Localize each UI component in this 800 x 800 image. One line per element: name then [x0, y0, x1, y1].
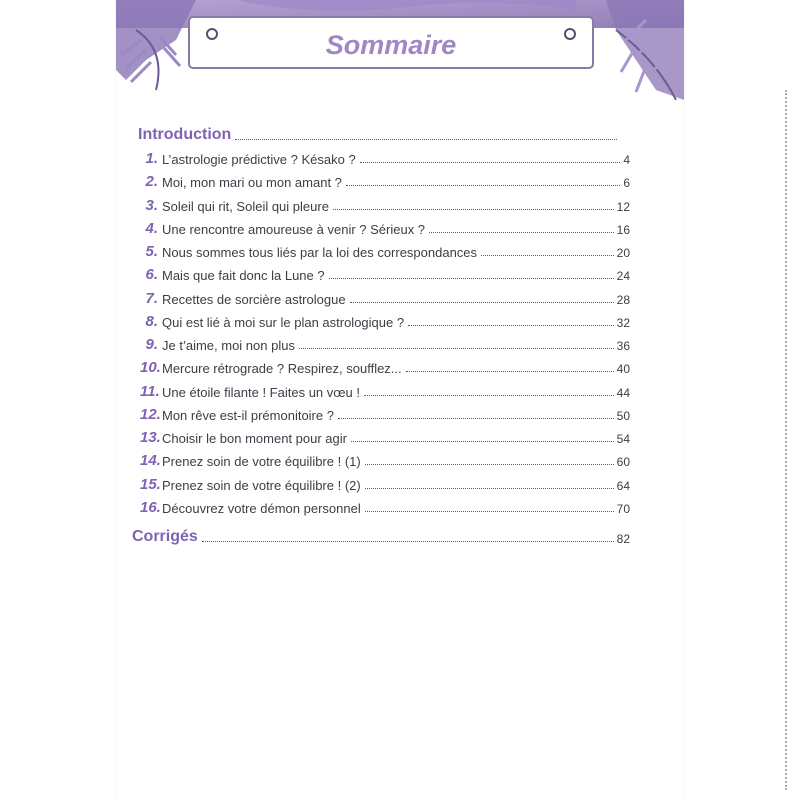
chapter-number: 7.: [145, 289, 158, 307]
chapter-number: 9.: [145, 336, 158, 353]
toc-chapter[interactable]: [140, 290, 630, 307]
leader-dots: [360, 161, 621, 163]
chapter-number: 11.: [140, 382, 160, 400]
page-number: 40: [616, 362, 630, 377]
leader-dots: [350, 301, 614, 303]
chapter-title: Soleil qui rit, Soleil qui pleure: [162, 198, 329, 214]
toc-chapter[interactable]: [140, 336, 630, 353]
page-number: 60: [616, 455, 630, 470]
page-number: 50: [616, 408, 630, 423]
chapter-title: Une rencontre amoureuse à venir ? Sérieux ?: [162, 221, 426, 237]
leader-dots: [365, 463, 614, 465]
toc-corriges[interactable]: [132, 528, 630, 546]
chapter-number: 1.: [145, 150, 158, 167]
chapter-title: Mais que fait donc la Lune ?: [162, 268, 325, 284]
leader-dots: [202, 540, 614, 542]
leader-dots: [429, 231, 614, 233]
chapter-title: Moi, mon mari ou mon amant ?: [162, 175, 342, 191]
leader-dots: [351, 440, 614, 442]
toc-chapter[interactable]: [140, 313, 630, 330]
page-number: 12: [616, 199, 630, 214]
section-label: Corrigés: [132, 528, 198, 545]
chapter-title: Mercure rétrograde ? Respirez, soufflez...: [162, 361, 402, 377]
page-number: 44: [616, 385, 630, 400]
leader-dots: [329, 277, 614, 279]
section-label: Introduction: [138, 126, 232, 143]
leader-dots: [481, 254, 614, 256]
leader-dots: [365, 510, 614, 512]
chapter-title: Qui est lié à moi sur le plan astrologique ?: [162, 314, 405, 330]
chapter-title: Prenez soin de votre équilibre ! (1): [162, 454, 361, 470]
toc-introduction[interactable]: [138, 126, 620, 144]
leader-dots: [338, 417, 614, 419]
page-number: 24: [616, 269, 630, 284]
page-number: 70: [616, 501, 630, 516]
page-number: 54: [616, 432, 630, 446]
toc-chapter[interactable]: [140, 406, 630, 423]
chapter-number: 12.: [140, 405, 161, 423]
chapter-title: Choisir le bon moment pour agir: [162, 431, 347, 446]
chapter-number: 14.: [140, 452, 161, 470]
leader-dots: [364, 394, 614, 396]
toc-chapter[interactable]: [140, 266, 630, 283]
page-number: 6: [623, 176, 630, 191]
chapter-title: Je t’aime, moi non plus: [162, 338, 295, 353]
page-number: 16: [616, 222, 630, 237]
page-number: 32: [616, 315, 630, 330]
toc-chapter[interactable]: [140, 359, 630, 376]
chapter-number: 8.: [145, 312, 158, 330]
page-number: 82: [616, 532, 630, 546]
toc-chapter[interactable]: [140, 243, 630, 260]
chapter-title: Une étoile filante ! Faites un vœu !: [162, 384, 360, 400]
chapter-number: 3.: [145, 196, 158, 214]
toc-chapter[interactable]: [140, 197, 630, 214]
leader-dots: [235, 138, 617, 140]
chapter-number: 5.: [145, 243, 158, 260]
chapter-title: Recettes de sorcière astrologue: [162, 291, 346, 307]
toc-chapter[interactable]: [140, 173, 630, 190]
leader-dots: [299, 347, 614, 349]
toc-chapter[interactable]: [140, 476, 630, 493]
chapter-number: 13.: [140, 429, 161, 446]
page-number: 28: [616, 292, 630, 307]
leader-dots: [365, 487, 614, 489]
leader-dots: [408, 324, 614, 326]
toc-chapter[interactable]: [140, 429, 630, 446]
toc-chapter[interactable]: [140, 383, 630, 400]
chapter-number: 4.: [145, 219, 158, 237]
chapter-number: 10.: [140, 359, 161, 377]
leader-dots: [346, 184, 620, 186]
toc-chapter[interactable]: [140, 452, 630, 469]
chapter-number: 2.: [145, 173, 158, 191]
chapter-title: Nous sommes tous liés par la loi des correspondances: [162, 245, 478, 260]
page-number: 64: [616, 478, 630, 493]
leader-dots: [406, 370, 614, 372]
page-number: 4: [623, 153, 630, 167]
chapter-number: 16.: [140, 498, 161, 516]
leader-dots: [333, 208, 614, 210]
chapter-title: Découvrez votre démon personnel: [162, 500, 361, 516]
page-number: 36: [616, 339, 630, 353]
page-title: Sommaire: [325, 30, 457, 60]
toc-chapter[interactable]: [140, 150, 630, 167]
toc-chapter[interactable]: [140, 499, 630, 516]
page-number: 20: [616, 246, 630, 260]
chapter-title: L’astrologie prédictive ? Késako ?: [162, 152, 356, 167]
chapter-number: 6.: [145, 266, 158, 284]
chapter-title: Mon rêve est-il prémonitoire ?: [162, 407, 334, 423]
chapter-title: Prenez soin de votre équilibre ! (2): [162, 477, 361, 493]
toc-chapter[interactable]: [140, 220, 630, 237]
chapter-number: 15.: [140, 475, 161, 493]
